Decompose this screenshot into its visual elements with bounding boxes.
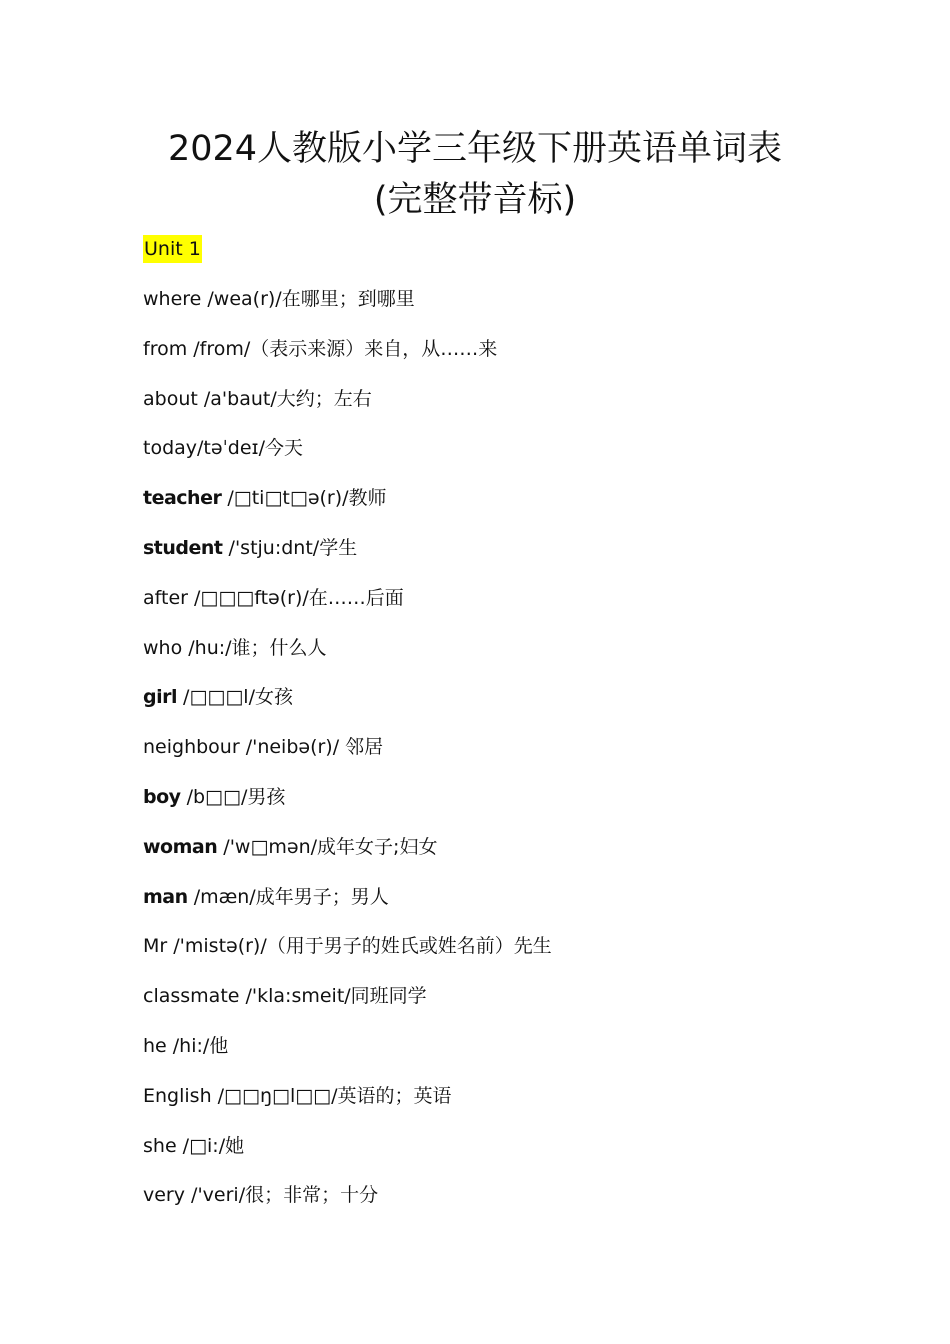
entry-word: after bbox=[143, 586, 188, 609]
vocabulary-entry bbox=[143, 483, 552, 533]
entry-word: woman bbox=[143, 835, 218, 858]
vocabulary-entry bbox=[143, 931, 552, 981]
entry-word: Mr bbox=[143, 935, 168, 958]
vocabulary-entry bbox=[143, 583, 552, 633]
entry-word: English bbox=[143, 1084, 212, 1107]
vocabulary-entry bbox=[143, 981, 552, 1031]
entry-phonetic-and-meaning: /'mistə(r)/（用于男子的姓氏或姓名前）先生 bbox=[167, 935, 552, 958]
entry-word: today bbox=[143, 437, 198, 460]
entry-phonetic-and-meaning: /□□ŋ□l□□/英语的；英语 bbox=[211, 1084, 452, 1107]
entry-word: he bbox=[143, 1034, 167, 1057]
vocabulary-entry bbox=[143, 732, 552, 782]
entry-word: teacher bbox=[143, 487, 222, 510]
entry-phonetic-and-meaning: /b□□/男孩 bbox=[180, 785, 286, 808]
entry-phonetic-and-meaning: /'w□mən/成年女子;妇女 bbox=[217, 835, 438, 858]
entry-phonetic-and-meaning: /hu:/谁；什么人 bbox=[182, 636, 327, 659]
entry-phonetic-and-meaning: /təˈdeɪ/今天 bbox=[197, 437, 304, 460]
entry-word: student bbox=[143, 536, 223, 559]
vocabulary-entry bbox=[143, 832, 552, 882]
entry-word: where bbox=[143, 288, 202, 310]
entry-phonetic-and-meaning: /'kla:smeit/同班同学 bbox=[239, 985, 427, 1008]
vocabulary-entry bbox=[143, 682, 552, 732]
entry-phonetic-and-meaning: /□ti□t□ə(r)/教师 bbox=[221, 487, 387, 510]
vocabulary-list bbox=[143, 284, 552, 1230]
entry-phonetic-and-meaning: /from/（表示来源）来自，从……来 bbox=[187, 337, 498, 360]
vocabulary-entry bbox=[143, 1081, 552, 1131]
entry-phonetic-and-meaning: /□□□l/女孩 bbox=[177, 686, 293, 709]
vocabulary-entry bbox=[143, 284, 552, 334]
entry-word: about bbox=[143, 387, 198, 410]
entry-phonetic-and-meaning: /'veri/很；非常；十分 bbox=[185, 1184, 379, 1207]
vocabulary-entry bbox=[143, 1031, 552, 1081]
entry-phonetic-and-meaning: /□□□ftə(r)/在……后面 bbox=[187, 586, 404, 609]
vocabulary-entry bbox=[143, 882, 552, 932]
vocabulary-entry bbox=[143, 533, 552, 583]
vocabulary-entry bbox=[143, 1180, 552, 1230]
entry-word: classmate bbox=[143, 985, 240, 1008]
document-title-line-2: (完整带音标) bbox=[373, 180, 577, 220]
entry-word: she bbox=[143, 1134, 177, 1157]
vocabulary-entry bbox=[143, 782, 552, 832]
entry-phonetic-and-meaning: /'stju:dnt/学生 bbox=[222, 536, 358, 559]
entry-phonetic-and-meaning: /mæn/成年男子；男人 bbox=[187, 885, 389, 908]
vocabulary-entry bbox=[143, 334, 552, 384]
vocabulary-entry bbox=[143, 1131, 552, 1181]
unit-heading: Unit 1 bbox=[143, 235, 202, 263]
vocabulary-entry bbox=[143, 633, 552, 683]
entry-word: neighbour bbox=[143, 736, 240, 759]
document-title-line-1: 2024人教版小学三年级下册英语单词表 bbox=[167, 129, 783, 169]
vocabulary-entry bbox=[143, 433, 552, 483]
entry-word: very bbox=[143, 1184, 185, 1207]
vocabulary-entry bbox=[143, 384, 552, 434]
entry-word: boy bbox=[143, 785, 181, 808]
entry-phonetic-and-meaning: /wea(r)/在哪里；到哪里 bbox=[201, 288, 415, 310]
entry-word: from bbox=[143, 337, 188, 360]
entry-phonetic-and-meaning: /hi:/他 bbox=[166, 1034, 229, 1057]
entry-word: who bbox=[143, 636, 183, 659]
entry-phonetic-and-meaning: /'neibə(r)/ 邻居 bbox=[239, 736, 384, 759]
entry-phonetic-and-meaning: /a'baut/大约；左右 bbox=[197, 387, 372, 410]
entry-word: girl bbox=[143, 686, 177, 709]
entry-word: man bbox=[143, 885, 188, 908]
entry-phonetic-and-meaning: /□i:/她 bbox=[176, 1134, 245, 1157]
